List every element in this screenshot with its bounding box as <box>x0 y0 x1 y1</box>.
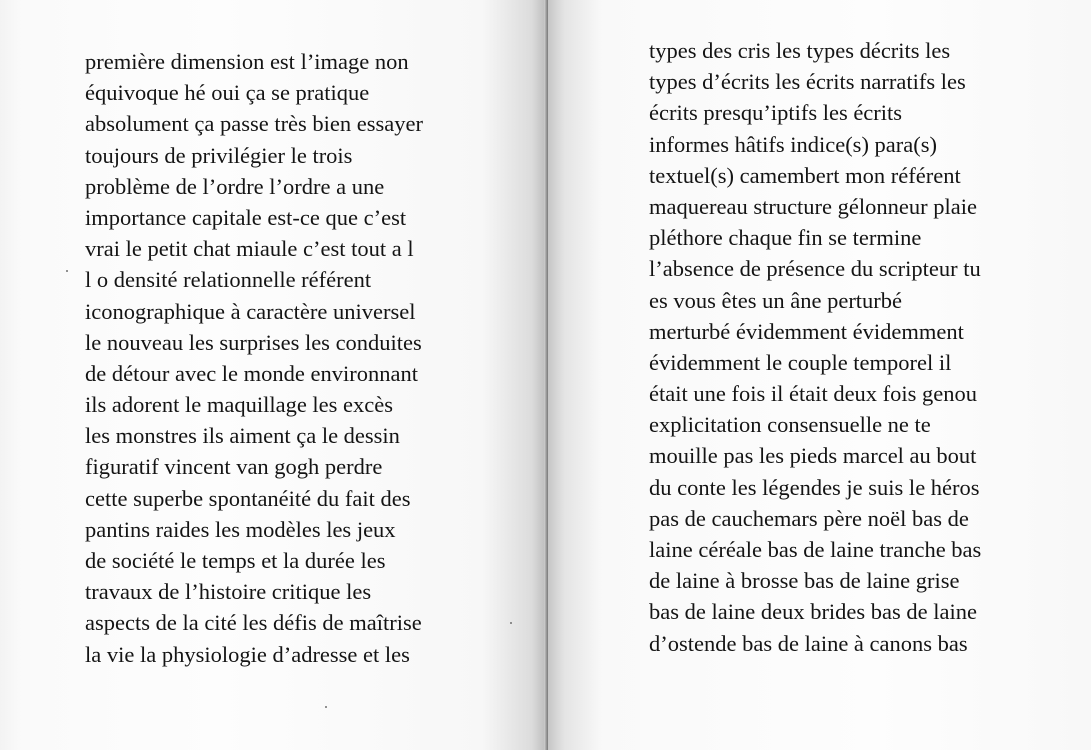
text-line: équivoque hé oui ça se pratique <box>85 80 370 106</box>
text-line: pléthore chaque fin se termine <box>649 225 922 251</box>
text-line: la vie la physiologie d’adresse et les <box>85 641 410 667</box>
paper-speck <box>66 270 68 272</box>
text-line: types d’écrits les écrits narratifs les <box>649 69 966 95</box>
left-page-text <box>85 46 423 670</box>
text-line: travaux de l’histoire critique les <box>85 579 372 605</box>
text-line: de société le temps et la durée les <box>85 548 386 573</box>
text-line: ils adorent le maquillage les excès <box>85 392 394 418</box>
text-line: figuratif vincent van gogh perdre <box>85 454 383 480</box>
text-line: d’ostende bas de laine à canons bas <box>649 630 968 656</box>
text-line: l’absence de présence du scripteur tu <box>649 256 981 282</box>
text-line: évidemment le couple temporel il <box>649 349 952 375</box>
text-line: toujours de privilégier le trois <box>85 142 353 168</box>
text-line: es vous êtes un âne perturbé <box>649 287 903 313</box>
text-line: du conte les légendes je suis le héros <box>649 474 980 500</box>
text-line: de laine à brosse bas de laine grise <box>649 568 960 594</box>
text-line: bas de laine deux brides bas de laine <box>649 599 978 625</box>
text-line: problème de l’ordre l’ordre a une <box>85 173 385 199</box>
paper-speck <box>510 622 512 624</box>
text-line: textuel(s) camembert mon référent <box>649 162 961 188</box>
paper-speck <box>325 706 327 708</box>
text-line: l o densité relationnelle référent <box>85 267 372 293</box>
text-line: explicitation consensuelle ne te <box>649 412 931 438</box>
right-page-text <box>649 35 981 659</box>
text-line: iconographique à caractère universel <box>85 298 416 324</box>
text-line: merturbé évidemment évidemment <box>649 318 964 344</box>
text-line: mouille pas les pieds marcel au bout <box>649 443 977 469</box>
text-line: pas de cauchemars père noël bas de <box>649 505 969 531</box>
text-line: informes hâtifs indice(s) para(s) <box>649 131 938 157</box>
text-line: absolument ça passe très bien essayer <box>85 111 424 137</box>
right-page <box>548 0 1091 750</box>
text-line: première dimension est l’image non <box>85 49 409 74</box>
text-line: cette superbe spontanéité du fait des <box>85 485 411 511</box>
text-line: de détour avec le monde environnant <box>85 360 418 386</box>
text-line: maquereau structure gélonneur plaie <box>649 193 977 219</box>
text-line: aspects de la cité les défis de maîtrise <box>85 610 422 636</box>
text-line: le nouveau les surprises les conduites <box>85 329 422 355</box>
text-line: importance capitale est-ce que c’est <box>85 204 407 230</box>
text-line: était une fois il était deux fois genou <box>649 381 978 407</box>
text-line: types des cris les types décrits les <box>649 38 951 63</box>
text-line: vrai le petit chat miaule c’est tout a l <box>85 236 414 262</box>
text-line: écrits presqu’iptifs les écrits <box>649 100 903 126</box>
text-line: pantins raides les modèles les jeux <box>85 516 396 542</box>
text-line: les monstres ils aiment ça le dessin <box>85 423 400 449</box>
text-line: laine céréale bas de laine tranche bas <box>649 537 982 562</box>
